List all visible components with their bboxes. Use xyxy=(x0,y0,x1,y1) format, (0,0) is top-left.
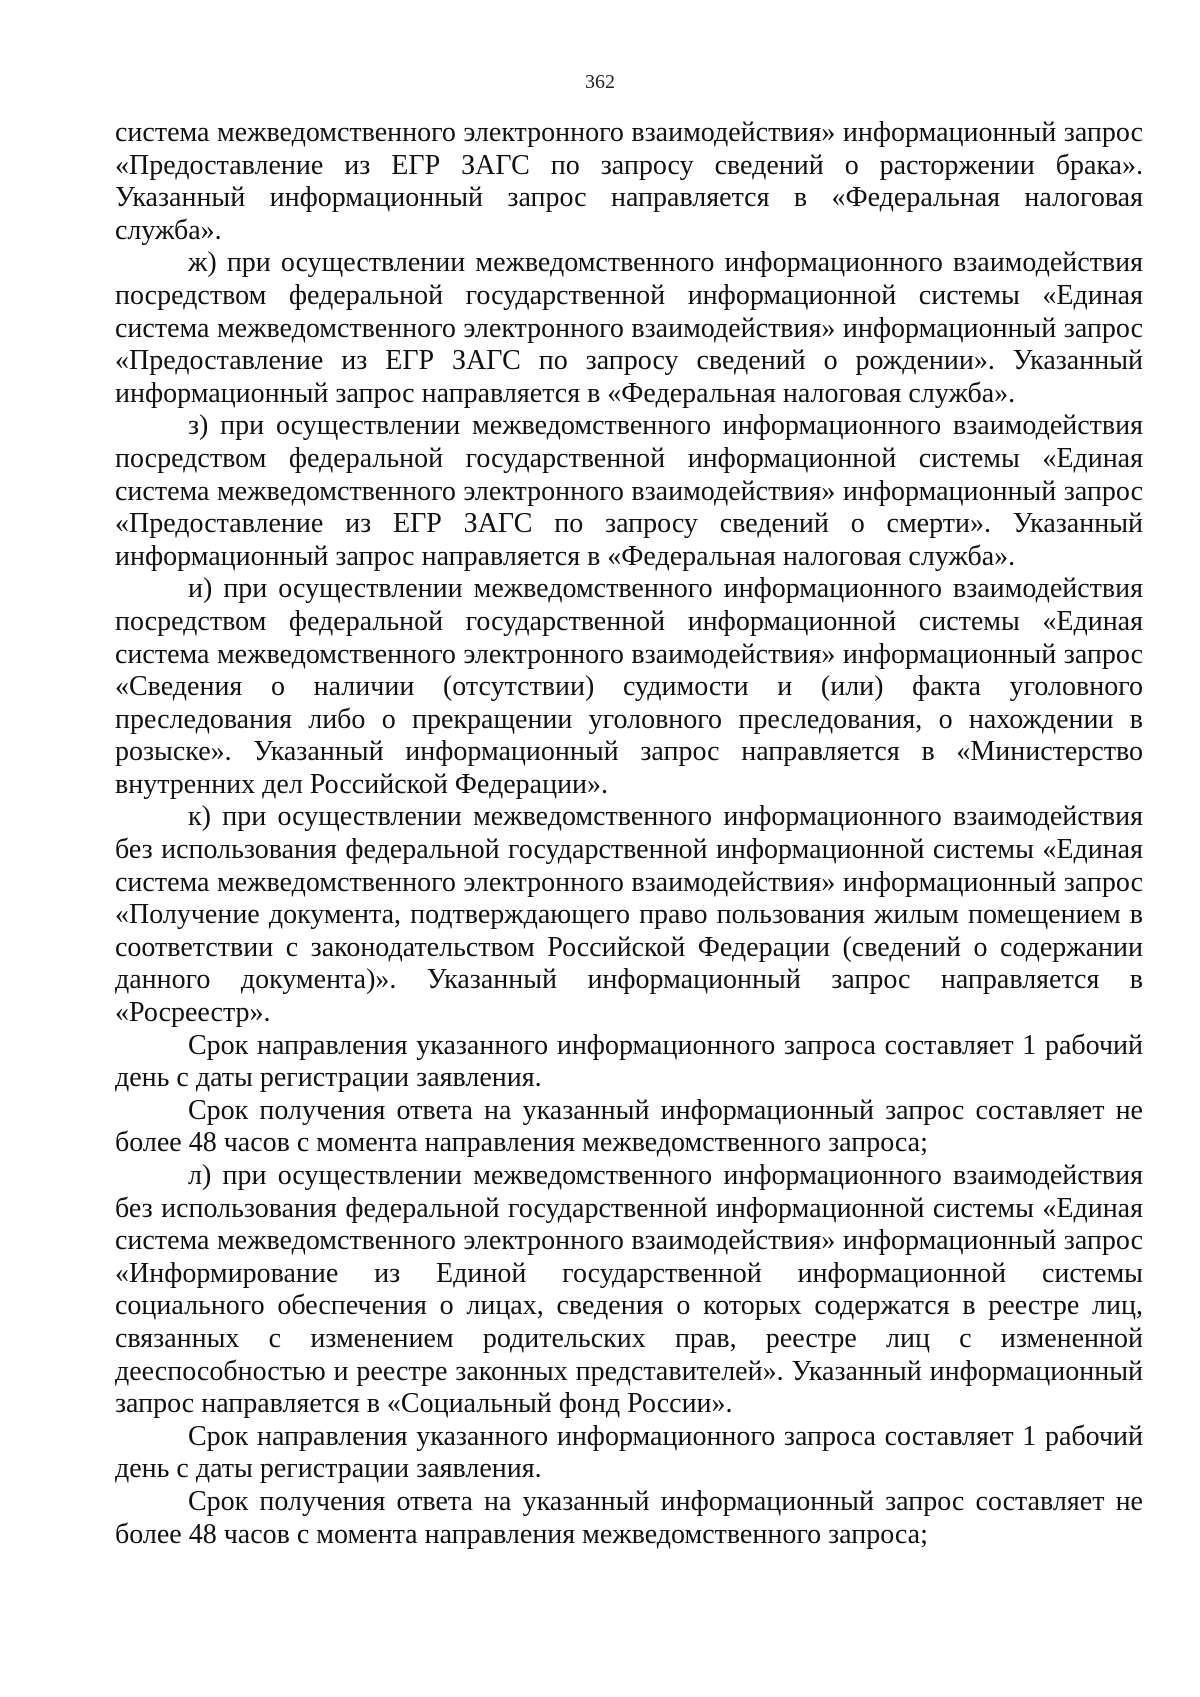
document-body xyxy=(115,117,1143,1551)
paragraph-deadline-response: Срок получения ответа на указанный информационный запрос составляет не более 48 часов с момента направления межведомственного запроса; xyxy=(115,1094,1143,1159)
paragraph-item-k: к) при осуществлении межведомственного информационного взаимодействия без использования федеральной государственной информационной системы «Единая система межведомственного электронного взаимодействия» информационный запрос «Получение документа, подтверждающего право пользования жилым помещением в соответствии с законодательством Российской Федерации (сведений о содержании данного документа)». Указанный информационный запрос направляется в «Росреестр». xyxy=(115,801,1143,1029)
paragraph-item-i: и) при осуществлении межведомственного информационного взаимодействия посредством федеральной государственной информационной системы «Единая система межведомственного электронного взаимодействия» информационный запрос «Сведения о наличии (отсутствии) судимости и (или) факта уголовного преследования либо о прекращении уголовного преследования, о нахождении в розыске». Указанный информационный запрос направляется в «Министерство внутренних дел Российской Федерации». xyxy=(115,573,1143,800)
paragraph-item-z: з) при осуществлении межведомственного информационного взаимодействия посредством федеральной государственной информационной системы «Единая система межведомственного электронного взаимодействия» информационный запрос «Предоставление из ЕГР ЗАГС по запросу сведений о смерти». Указанный информационный запрос направляется в «Федеральная налоговая служба». xyxy=(115,410,1143,572)
paragraph-deadline-send: Срок направления указанного информационного запроса составляет 1 рабочий день с даты регистрации заявления. xyxy=(115,1029,1143,1094)
paragraph-item-zh: ж) при осуществлении межведомственного информационного взаимодействия посредством федеральной государственной информационной системы «Единая система межведомственного электронного взаимодействия» информационный запрос «Предоставление из ЕГР ЗАГС по запросу сведений о рождении». Указанный информационный запрос направляется в «Федеральная налоговая служба». xyxy=(115,247,1143,409)
paragraph-continuation: система межведомственного электронного взаимодействия» информационный запрос «Предоставление из ЕГР ЗАГС по запросу сведений о расторжении брака». Указанный информационный запрос направляется в «Федеральная налоговая служба». xyxy=(115,117,1143,246)
paragraph-deadline-send: Срок направления указанного информационного запроса составляет 1 рабочий день с даты регистрации заявления. xyxy=(115,1420,1143,1485)
page-number: 362 xyxy=(585,71,615,93)
paragraph-deadline-response: Срок получения ответа на указанный информационный запрос составляет не более 48 часов с момента направления межведомственного запроса; xyxy=(115,1485,1143,1550)
paragraph-item-l: л) при осуществлении межведомственного информационного взаимодействия без использования федеральной государственной информационной системы «Единая система межведомственного электронного взаимодействия» информационный запрос «Информирование из Единой государственной информационной системы социального обеспечения о лицах, сведения о которых содержатся в реестре лиц, связанных с изменением родительских прав, реестре лиц с измененной дееспособностью и реестре законных представителей». Указанный информационный запрос направляется в «Социальный фонд России». xyxy=(115,1160,1143,1420)
